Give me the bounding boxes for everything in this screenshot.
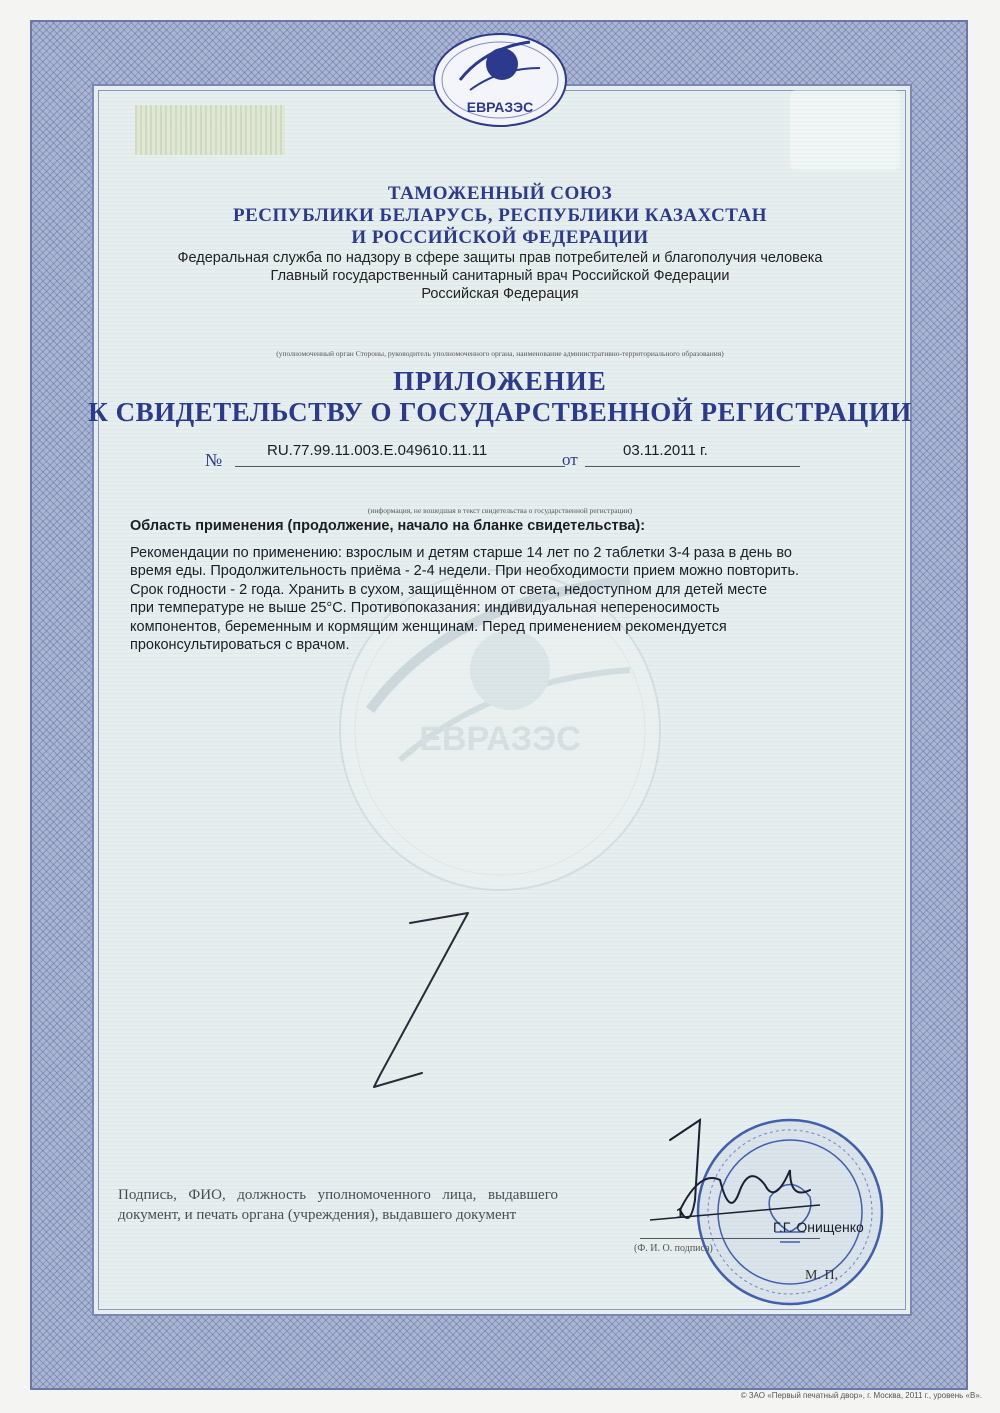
registration-date: 03.11.2011 г. [623,442,708,459]
number-sign: № [205,450,223,470]
number-underline [235,466,565,467]
signature-underline [640,1238,820,1239]
text-line: Срок годности - 2 года. Хранить в сухом, защищённом от света, недоступном для детей месте [130,581,768,598]
logo-text: ЕВРАЗЭС [466,99,534,115]
signer-name: Г.Г. Онищенко [773,1219,864,1235]
union-line-2: РЕСПУБЛИКИ БЕЛАРУСЬ, РЕСПУБЛИКИ КАЗАХСТАН [232,205,768,226]
fio-caption: (Ф. И. О. подписа) [634,1243,713,1254]
agency-caption: (уполномоченный орган Стороны, руководитель уполномоченного органа, наименование административно-территориального образования) [276,349,724,358]
registration-number: RU.77.99.11.003.E.049610.11.11 [267,442,488,459]
mark-one: 1 [676,1205,685,1222]
text-line: проконсультироваться с врачом. [130,637,350,654]
text-line: при температуре не выше 25°C. Противопоказания: индивидуальная непереносимость [130,600,720,617]
agency-line-3: Российская Федерация [421,286,579,302]
union-line-3: И РОССИЙСКОЙ ФЕДЕРАЦИИ [351,227,649,248]
hologram-strip [135,105,285,155]
stamp-place-label: М. П. [805,1268,839,1283]
registration-row [205,442,805,470]
info-caption: (информация, не вошедшая в текст свидетельства о государственной регистрации) [367,506,633,515]
printer-imprint: © ЗАО «Первый печатный двор», г. Москва, 2011 г., уровень «В». [740,1391,982,1400]
union-line-1: ТАМОЖЕННЫЙ СОЮЗ [387,183,613,204]
text-line: Рекомендации по применению: взрослым и детям старше 14 лет по 2 таблетки 3-4 раза в день во [130,545,792,561]
scope-heading: Область применения (продолжение, начало на бланке свидетельства): [130,518,646,534]
text-line: время еды. Продолжительность приёма - 2-4 недели. При необходимости прием можно повторить. [130,563,800,580]
hologram-patch [790,90,900,170]
document-title: ПРИЛОЖЕНИЕ [393,366,607,396]
signature-caption: Подпись, ФИО, должность уполномоченного лица, выдавшего документ, и печать органа (учреждения), выдавшего документ [118,1187,558,1223]
text-line: компонентов, беременным и кормящим женщинам. Перед применением рекомендуется [130,618,727,635]
from-label: от [562,450,578,469]
agency-line-2: Главный государственный санитарный врач Российской Федерации [270,268,730,284]
date-underline [585,466,800,467]
customs-union-title [0,183,1000,249]
document-subtitle: К СВИДЕТЕЛЬСТВУ О ГОСУДАРСТВЕННОЙ РЕГИСТРАЦИИ [88,397,912,427]
handwritten-mark [350,905,500,1105]
agency-line-1: Федеральная служба по надзору в сфере защиты прав потребителей и благополучия человека [177,250,823,266]
watermark-text: ЕВРАЗЭС [419,720,581,758]
evrazes-logo [430,28,570,128]
usage-text [130,544,920,654]
issuing-agency [0,249,1000,303]
